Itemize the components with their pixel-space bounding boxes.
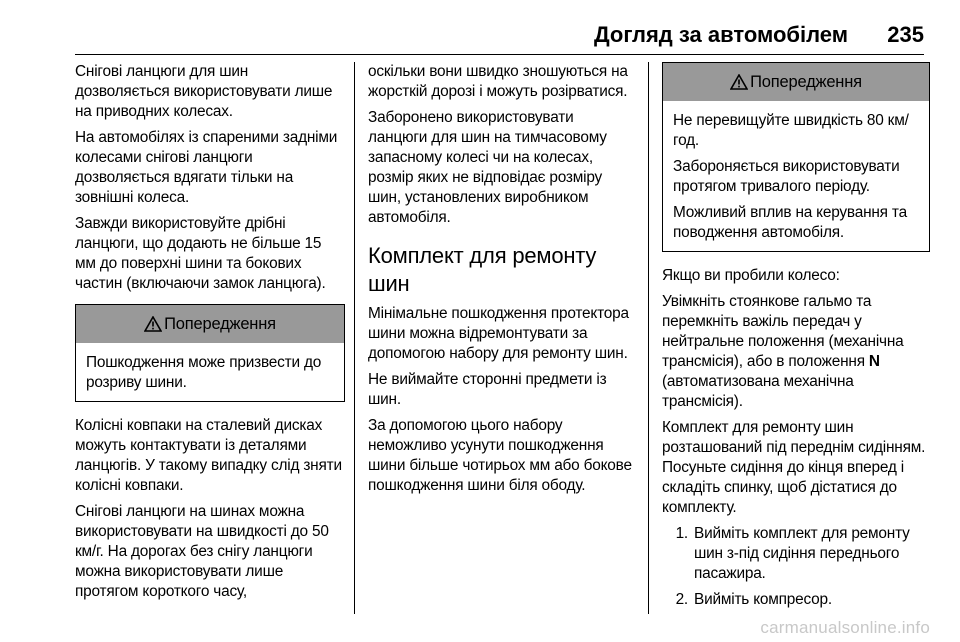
gear-position-n: N xyxy=(868,353,880,370)
warning-triangle-icon xyxy=(730,74,748,90)
warning-text: Можливий вплив на керування та поводження автомобіля. xyxy=(673,204,907,241)
paragraph: На автомобілях із спареними задніми колесами снігові ланцюги дозволяється вдягати тільки на зовнішні колеса. xyxy=(75,129,338,206)
paragraph: Мінімальне пошкодження протектора шини можна відремонтувати за допомогою набору для ремонту шин. xyxy=(368,305,629,362)
step-number: 1. xyxy=(675,525,688,542)
warning-triangle-icon xyxy=(144,316,162,332)
warning-header xyxy=(76,305,344,343)
warning-header xyxy=(663,63,929,101)
column-1 xyxy=(75,62,345,608)
paragraph: Комплект для ремонту шин розташований під переднім сидінням. Посуньте сидіння до кінця вперед і складіть спинку, щоб дістатися до комплекту. xyxy=(662,419,926,516)
paragraph: Снігові ланцюги на шинах можна використовувати на швидкості до 50 км/г. На дорогах без снігу ланцюги можна використовувати лише протягом короткого часу, xyxy=(75,503,329,600)
warning-title: Попередження xyxy=(750,73,862,91)
paragraph: Снігові ланцюги для шин дозволяється використовувати лише на приводних колесах. xyxy=(75,63,333,120)
paragraph: Колісні ковпаки на сталевий дисках можуть контактувати із деталями ланцюгів. У такому випадку слід зняти колісні ковпаки. xyxy=(75,417,342,494)
paragraph: За допомогою цього набору неможливо усунути пошкодження шини більше чотирьох мм або бокове пошкодження шини біля ободу. xyxy=(368,417,632,494)
paragraph: Якщо ви пробили колесо: xyxy=(662,267,840,284)
step-number: 2. xyxy=(675,591,688,608)
text-run: (автоматизована механічна трансмісія). xyxy=(662,373,854,410)
paragraph xyxy=(662,292,930,412)
column-2 xyxy=(368,62,634,502)
paragraph: Заборонено використовувати ланцюги для шин на тимчасовому запасному колесі чи на колесах, розмір яких не відповідає розміру шин, установлених виробником автомобіля. xyxy=(368,109,607,226)
step-text: Вийміть компресор. xyxy=(694,591,832,608)
list-item xyxy=(662,524,930,584)
paragraph: Завжди використовуйте дрібні ланцюги, що додають не більше 15 мм до поверхні шини та бокових частин (включаючи замок ланцюга). xyxy=(75,215,326,292)
header-rule xyxy=(75,54,924,55)
warning-box xyxy=(662,62,930,252)
section-heading: Комплект для ремонту шин xyxy=(368,243,597,296)
warning-text: Пошкодження може призвести до розриву шини. xyxy=(86,354,322,391)
list-item xyxy=(662,590,930,610)
paragraph: оскільки вони швидко зношуються на жорсткій дорозі і можуть розірватися. xyxy=(368,63,628,100)
step-text: Вийміть комплект для ремонту шин з-під сидіння переднього пасажира. xyxy=(694,525,910,582)
warning-text: Не перевищуйте швидкість 80 км/год. xyxy=(673,112,909,149)
paragraph: Не виймайте сторонні предмети із шин. xyxy=(368,371,607,408)
column-divider-1 xyxy=(354,62,355,614)
warning-text: Забороняється використовувати протягом тривалого періоду. xyxy=(673,158,900,195)
watermark: carmanualsonline.info xyxy=(760,618,930,637)
text-run: Увімкніть стоянкове гальмо та перемкніть важіль передач у нейтральне положення (механічна трансмісія), або в положення xyxy=(662,293,904,370)
column-divider-2 xyxy=(648,62,649,614)
warning-box xyxy=(75,304,345,402)
warning-title: Попередження xyxy=(164,315,276,333)
column-3 xyxy=(662,62,930,616)
warning-body xyxy=(663,101,929,251)
page-header-title: Догляд за автомобілем xyxy=(593,22,848,47)
warning-body xyxy=(76,343,344,401)
steps-list xyxy=(662,524,930,610)
page-number: 235 xyxy=(887,22,924,47)
